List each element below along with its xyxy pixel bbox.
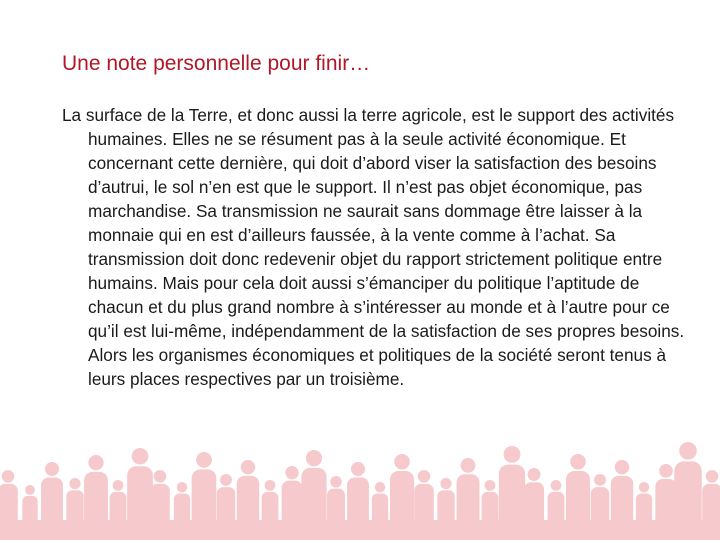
slide-body-text: La surface de la Terre, et donc aussi la terre agricole, est le support des activités humaines. Elles ne se résument pas à la seule activité économique. Et concernant cette dernière, qui doit d’abord viser la satisfaction des besoins d’autrui, le sol n’en est que le support. Il n’est pas objet économique, pas marchandise. Sa transmission ne saurait sans dommage être laisser à la monnaie qui en est d’ailleurs faussée, à la vente comme à l’achat. Sa transmission doit donc redevenir objet du rapport strictement politique entre humains. Mais pour cela doit aussi s’émanciper du politique l’aptitude de chacun et du plus grand nombre à s’intéresser au monde et à l’autre pour ce qu’il est lui-même, indépendamment de la satisfaction de ses propres besoins. Alors les organismes économiques et politiques de la société seront tenus à leurs places respectives par un troisième. <box>62 105 685 389</box>
slide-title: Une note personnelle pour finir… <box>62 52 371 75</box>
crowd-silhouette-icon <box>0 420 720 540</box>
